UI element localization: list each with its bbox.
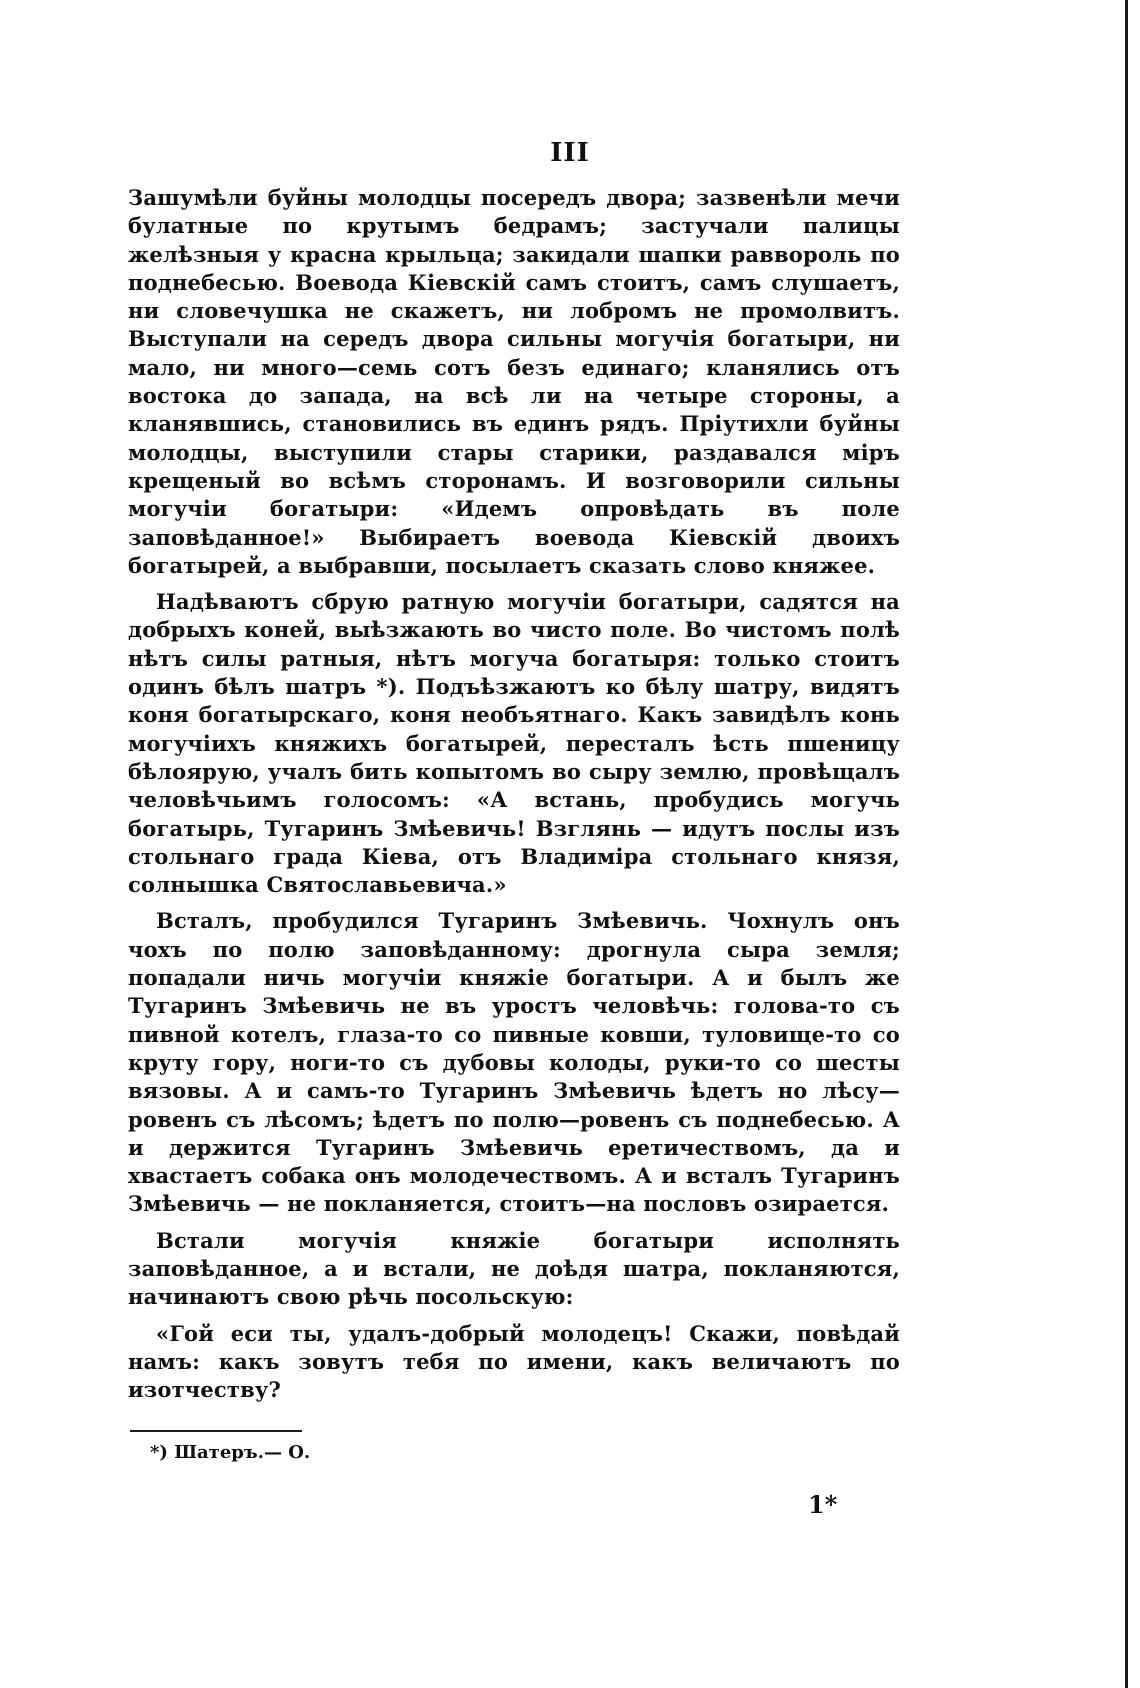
signature-mark: 1*	[808, 1490, 838, 1519]
paragraph-3: Всталъ, пробудился Тугаринъ Змѣевичь. Чохнулъ онъ чохъ по полю заповѣданному: дрогнула сыра земля; попадали ничь могучіи княжіе богатыри. А и былъ же Тугаринъ Змѣевичь не въ уростъ человѣчь: голова-то съ пивной котелъ, глаза-то со пивные ковши, туловище-то со круту гору, ноги-то съ дубовы колоды, руки-то со шесты вязовы. А и самъ-то Тугаринъ Змѣевичь ѣдетъ но лѣсу—ровенъ съ лѣсомъ; ѣдетъ по полю—ровенъ съ поднебесью. А и держится Тугаринъ Змѣевичь еретичествомъ, да и хвастаетъ собака онъ молодечествомъ. А и всталъ Тугаринъ Змѣевичь — не покланяется, стоитъ—на пословъ озирается.	[128, 908, 900, 1217]
page-edge-line	[1125, 0, 1128, 1688]
paragraph-5: «Гой еси ты, удалъ-добрый молодецъ! Скажи, повѣдай намъ: какъ зовутъ тебя по имени, какъ величаютъ по изотчеству?	[128, 1320, 900, 1403]
paragraph-1: Зашумѣли буйны молодцы посередъ двора; зазвенѣли мечи булатные по крутымъ бедрамъ; застучали палицы желѣзныя у красна крыльца; закидали шапки раввороль по поднебесью. Воевода Кіевскій самъ стоитъ, самъ слушаетъ, ни словечушка не скажетъ, ни лобромъ не промолвитъ. Выступали на середъ двора сильны могучія богатыри, ни мало, ни много—семь сотъ безъ единаго; кланялись отъ востока до запада, на всѣ ли на четыре стороны, а кланявшись, становились въ единъ рядъ. Пріутихли буйны молодцы, выступили стары старики, раздавался міръ крещеный во всѣмъ сторонамъ. И возговорили сильны могучіи богатыри: «Идемъ опровѣдать въ поле заповѣданное!» Выбираетъ воевода Кіевскій двоихъ богатырей, а выбравши, посылаетъ сказать слово княжее.	[128, 185, 900, 578]
footnote: *) Шатеръ.— О.	[150, 1442, 311, 1463]
body-text	[128, 184, 900, 1412]
paragraph-2: Надѣваютъ сбрую ратную могучіи богатыри, садятся на добрыхъ коней, выѣзжають во чисто поле. Во чистомъ полѣ нѣтъ силы ратныя, нѣтъ могуча богатыря: только стоитъ одинъ бѣлъ шатръ *). Подъѣзжаютъ ко бѣлу шатру, видятъ коня богатырскаго, коня необъятнаго. Какъ завидѣлъ конь могучіихъ княжихъ богатырей, пересталъ ѣсть пшеницу бѣлоярую, учалъ бить копытомъ во сыру землю, провѣщалъ человѣчьимъ голосомъ: «А встань, пробудись могучь богатырь, Тугаринъ Змѣевичь! Взглянь — идутъ послы изъ стольнаго града Кіева, отъ Владиміра стольнаго князя, солнышка Святославьевича.»	[128, 589, 900, 898]
footnote-rule	[130, 1430, 302, 1432]
page-number: III	[550, 138, 590, 168]
paragraph-4: Встали могучія княжіе богатыри исполнять заповѣданное, а и встали, не доѣдя шатра, покланяются, начинаютъ свою рѣчь посольскую:	[128, 1227, 900, 1310]
